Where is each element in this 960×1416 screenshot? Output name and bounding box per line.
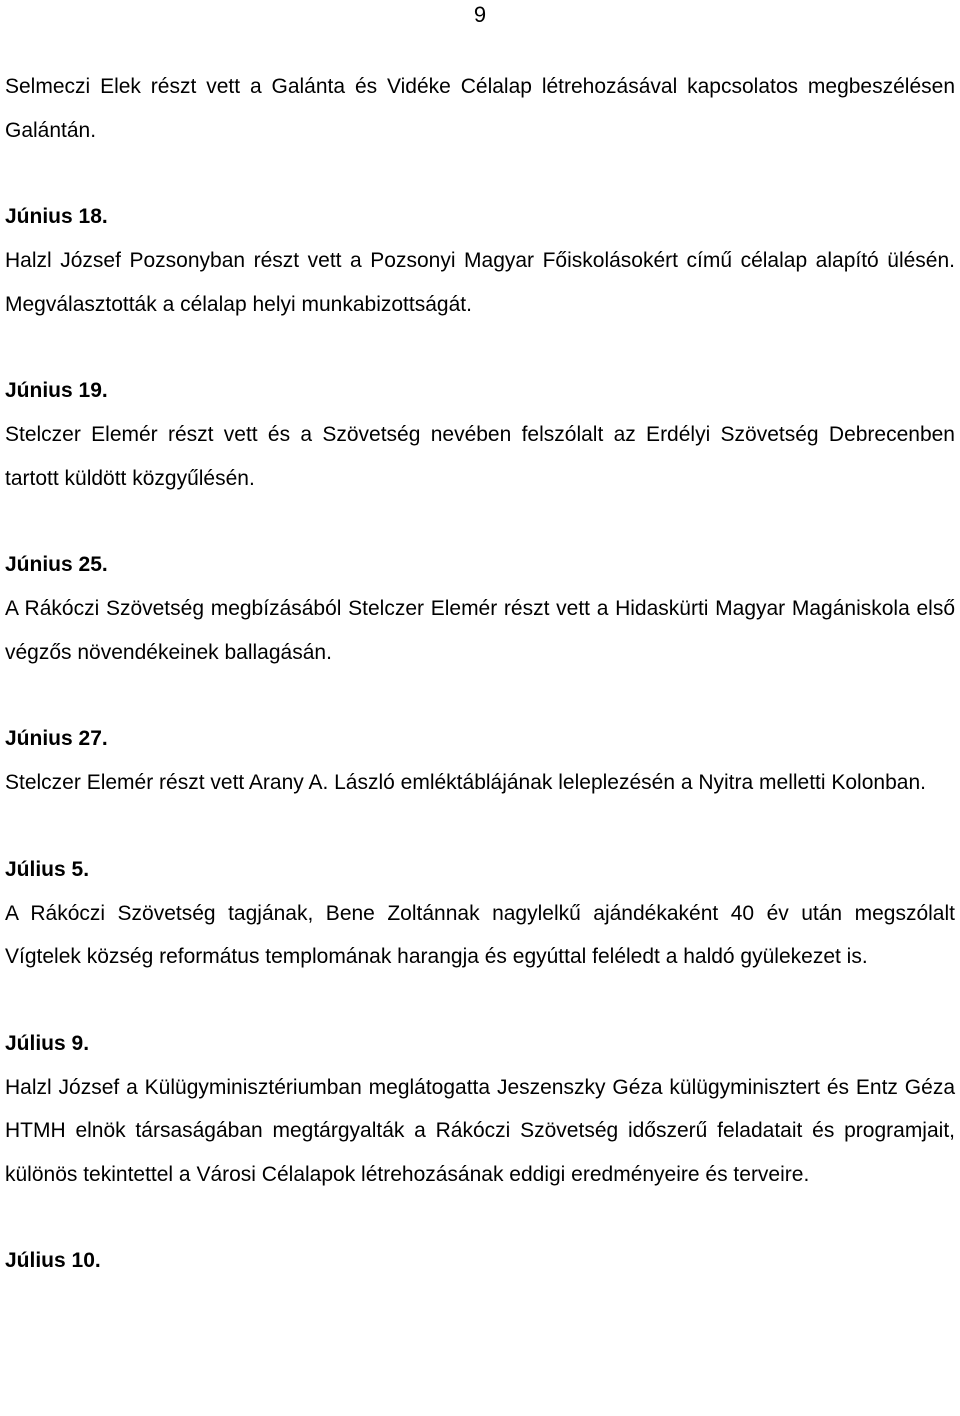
entry-text: Selmeczi Elek részt vett a Galánta és Vidéke Célalap létrehozásával kapcsolatos megbeszélésen Galántán. [5,75,955,142]
entry-text: A Rákóczi Szövetség tagjának, Bene Zoltánnak nagylelkű ajándékaként 40 év után megszólalt Vígtelek község református templomának harangja és egyúttal feléledt a haldó gyülekezet is. [5,901,955,968]
document-body [5,65,955,1326]
entry-june-18 [5,195,955,326]
page-number: 9 [473,2,487,27]
entry-june-25 [5,543,955,674]
entry-july-10 [5,1239,955,1283]
entry-text: Halzl József a Külügyminisztériumban meglátogatta Jeszenszky Géza külügyminisztert és Entz Géza HTMH elnök társaságában megtárgyalták a Rákóczi Szövetség időszerű feladatait és programjait, különös tekintettel a Városi Célalapok létrehozásának eddigi eredményeire és terveire. [5,1075,955,1186]
entry-date: Július 9. [5,1031,90,1055]
entry-june-27 [5,717,955,805]
entry-date: Július 10. [5,1249,101,1272]
entry-text: A Rákóczi Szövetség megbízásából Stelczer Elemér részt vett a Hidaskürti Magyar Magániskola első végzős növendékeinek ballagásán. [5,597,955,664]
entry-text: Stelczer Elemér részt vett Arany A. László emléktáblájának leleplezésén a Nyitra melletti Kolonban. [5,771,926,794]
entry-intro [5,65,955,152]
entry-text: Halzl József Pozsonyban részt vett a Pozsonyi Magyar Főiskolásokért című célalap alapító ülésén. Megválasztották a célalap helyi munkabizottságát. [5,249,955,316]
entry-date: Június 19. [5,379,108,402]
entry-text: Stelczer Elemér részt vett és a Szövetség nevében felszólalt az Erdélyi Szövetség Debrecenben tartott küldött közgyűlésén. [5,423,955,490]
entry-june-19 [5,369,955,500]
entry-date: Július 5. [5,857,90,881]
entry-july-9 [5,1022,955,1197]
entry-date: Június 18. [5,205,108,228]
entry-july-5 [5,848,955,979]
entry-date: Június 25. [5,553,108,576]
entry-date: Június 27. [5,727,108,750]
